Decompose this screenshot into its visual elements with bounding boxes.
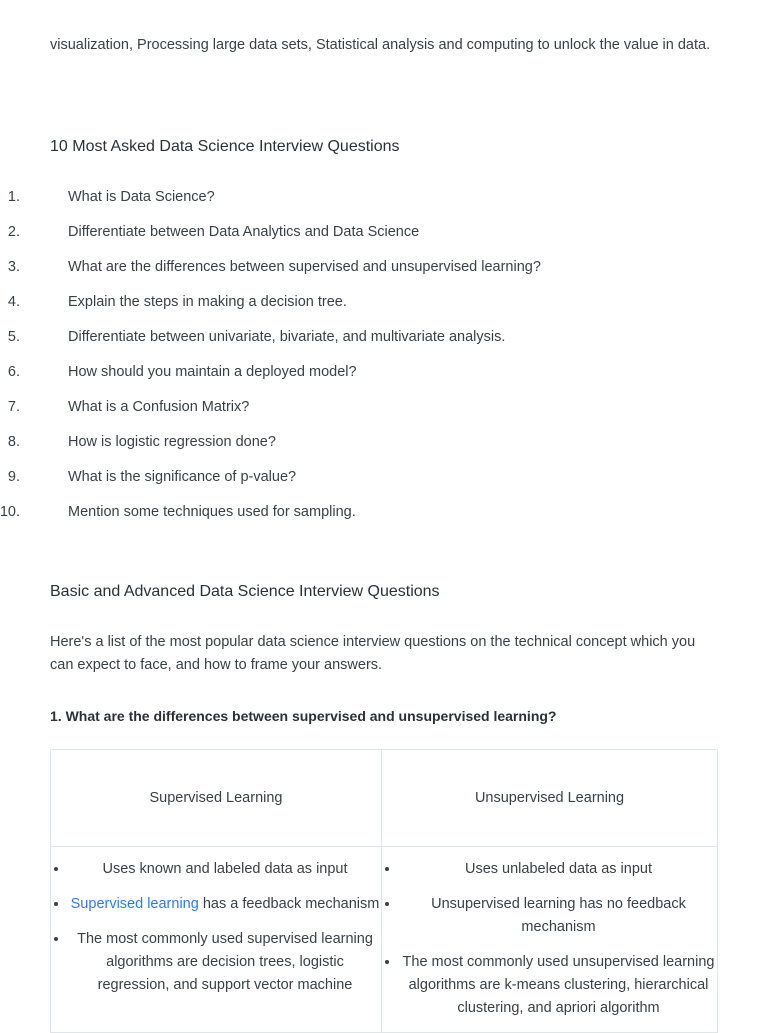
list-item-text: Mention some techniques used for sampling. (68, 504, 356, 520)
list-item (0, 221, 720, 256)
section-heading-top-questions: 10 Most Asked Data Science Interview Questions (50, 138, 400, 155)
list-item (0, 256, 720, 291)
question-heading: 1. What are the differences between supervised and unsupervised learning? (50, 708, 557, 724)
top-questions-list (0, 186, 720, 536)
table-header-row (51, 750, 718, 847)
list-item-number: 2. (7, 224, 20, 240)
supervised-learning-link[interactable]: Supervised learning (70, 896, 199, 912)
list-item (0, 431, 720, 466)
cell-unsupervised (382, 847, 718, 1033)
cell-supervised (51, 847, 382, 1033)
table-row (51, 847, 718, 1033)
list-item: • Uses unlabeled data as input (400, 858, 717, 881)
list-item-number: 10. (0, 504, 20, 520)
list-item (0, 186, 720, 221)
section-heading-basic-advanced: Basic and Advanced Data Science Interview Questions (50, 583, 440, 600)
list-item-text: How is logistic regression done? (68, 434, 276, 450)
comparison-table (50, 749, 718, 1033)
list-item-number: 7. (7, 399, 20, 415)
list-item-text: What are the differences between supervised and unsupervised learning? (68, 259, 541, 275)
list-item-number: 9. (7, 469, 20, 485)
list-item-number: 8. (7, 434, 20, 450)
intro-paragraph: visualization, Processing large data sets, Statistical analysis and computing to unlock the value in data. (50, 37, 711, 53)
unsupervised-list (382, 847, 717, 1020)
list-item (0, 291, 720, 326)
list-item (0, 396, 720, 431)
list-item-text: Differentiate between univariate, bivariate, and multivariate analysis. (68, 329, 506, 345)
list-item (69, 893, 381, 916)
list-item: • The most commonly used unsupervised learning algorithms are k-means clustering, hierarchical clustering, and apriori algorithm (400, 951, 717, 1020)
list-item-number: 5. (7, 329, 20, 345)
list-item-text: has a feedback mechanism (198, 896, 380, 912)
list-item-number: 6. (7, 364, 20, 380)
list-item-text: What is Data Science? (68, 189, 215, 205)
list-item (0, 361, 720, 396)
list-item (0, 326, 720, 361)
list-item-text: Explain the steps in making a decision tree. (68, 294, 347, 310)
list-item-text: What is the significance of p-value? (68, 469, 297, 485)
list-item: • Unsupervised learning has no feedback mechanism (400, 893, 717, 939)
list-item-number: 1. (7, 189, 20, 205)
list-item-text: What is a Confusion Matrix? (68, 399, 250, 415)
section-paragraph: Here's a list of the most popular data science interview questions on the technical concept which you can expect to face, and how to frame your answers. (50, 634, 696, 673)
header-unsupervised: Unsupervised Learning (382, 750, 718, 847)
list-item: • The most commonly used supervised learning algorithms are decision trees, logistic regression, and support vector machine (69, 928, 381, 997)
supervised-list (51, 847, 381, 997)
list-item-number: 3. (7, 259, 20, 275)
list-item (0, 466, 720, 501)
list-item-text: How should you maintain a deployed model? (68, 364, 357, 380)
list-item: • Uses known and labeled data as input (69, 858, 381, 881)
list-item-text: Differentiate between Data Analytics and Data Science (68, 224, 420, 240)
list-item (0, 501, 720, 536)
header-supervised: Supervised Learning (51, 750, 382, 847)
list-item-number: 4. (7, 294, 20, 310)
